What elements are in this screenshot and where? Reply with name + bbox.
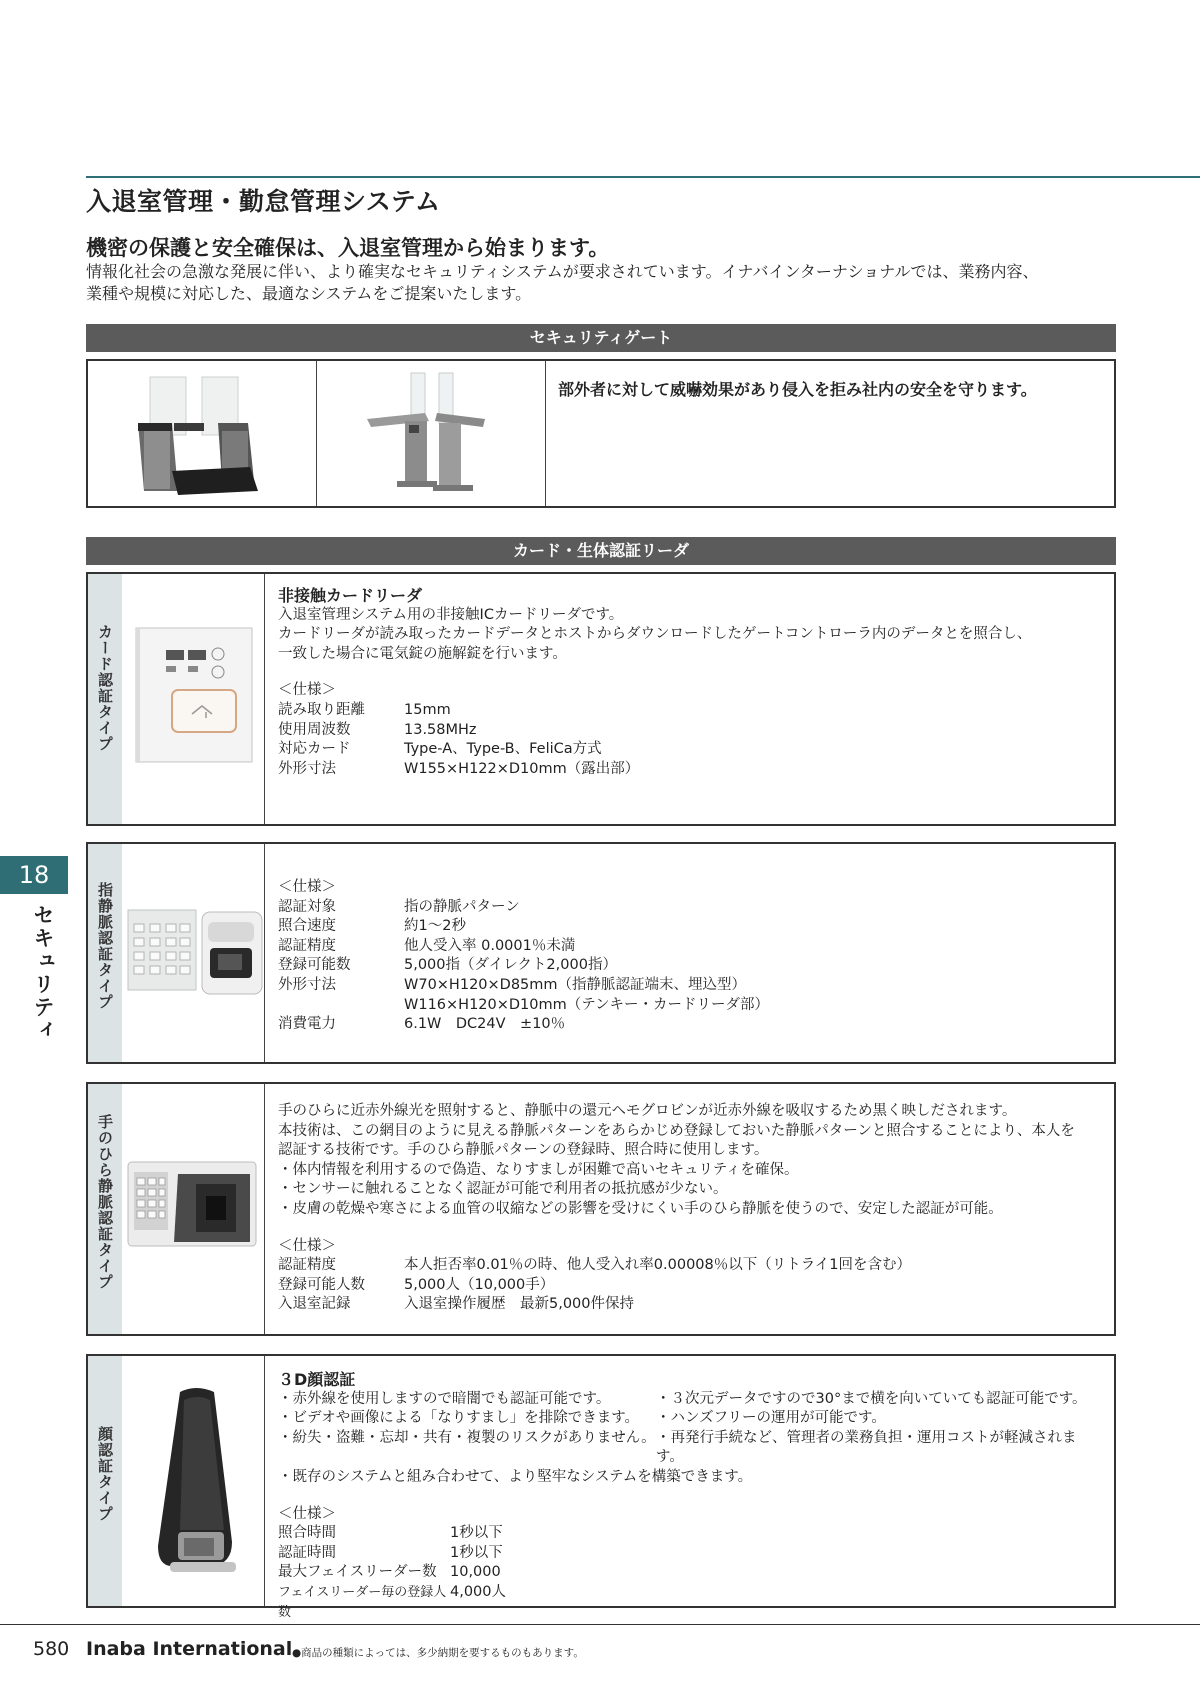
card-spec-row: 対応カード Type-A、Type-B、FeliCa方式 (278, 741, 602, 758)
face-bullet-row: ・ビデオや画像による「なりすまし」を排除できます。 ・ハンズフリーの運用が可能です。 (278, 1410, 886, 1427)
palm-side-tab (88, 1084, 122, 1334)
card-desc-2: カードリーダが読み取ったカードデータとホストからダウンロードしたゲートコントローラ内のデータとを照合し、 (278, 626, 1032, 643)
footer-rule (0, 1624, 1200, 1625)
finger-side-tab (88, 844, 122, 1062)
gate-box (86, 359, 1116, 508)
palm-bullet: ・体内情報を利用するので偽造、なりすましが困難で高いセキュリティを確保。 (278, 1161, 799, 1178)
card-spec-row: 使用周波数 13.58MHz (278, 721, 477, 738)
page-number: 580 (33, 1638, 70, 1660)
finger-spec-heading: ＜仕様＞ (278, 879, 336, 895)
top-rule (86, 176, 1200, 178)
palm-vein-section (86, 1082, 1116, 1336)
face-section (86, 1354, 1116, 1620)
face-spec-heading: ＜仕様＞ (278, 1505, 336, 1522)
card-spec-row: 読み取り距離 15mm (278, 701, 451, 718)
chapter-label: セキュリティ (31, 904, 55, 1042)
bar-gate-illustration (317, 361, 546, 506)
card-desc-3: 一致した場合に電気錠の施解錠を行います。 (278, 645, 567, 662)
palm-image-cell (122, 1084, 265, 1334)
face-bullet-row: ・赤外線を使用しますので暗闇でも認証可能です。 ・３次元データですので30°まで横を向いていても認証可能です。 (278, 1390, 1087, 1407)
card-reader-section (86, 572, 1116, 826)
face-spec-row: 認証時間 1秒以下 (278, 1544, 503, 1561)
finger-image-cell (122, 844, 265, 1062)
palm-spec-row: 認証精度 本人拒否率0.01％の時、他人受入れ率0.00008％以下（リトライ1回を含む） (278, 1257, 912, 1274)
face-bullet-row: ・紛失・盗難・忘却・共有・複製のリスクがありません。 ・再発行手続など、管理者の業務負担・運用コストが軽減されます。 (278, 1429, 1077, 1466)
card-spec-row: 外形寸法 W155×H122×D10mm（露出部） (278, 760, 640, 777)
chapter-number-tab: 18 (0, 856, 68, 894)
page-title: 入退室管理・勤怠管理システム (86, 187, 441, 216)
card-title: 非接触カードリーダ (278, 586, 423, 605)
face-spec-row: 照合時間 1秒以下 (278, 1525, 503, 1542)
gate-section-band: セキュリティゲート (86, 324, 1116, 352)
face-side-tab-label: 顔認証タイプ (96, 1426, 114, 1522)
palm-bullet: ・センサーに触れることなく認証が可能で利用者の抵抗感が少ない。 (278, 1181, 728, 1198)
card-spec-heading: ＜仕様＞ (278, 682, 336, 699)
card-side-tab-label: カード認証タイプ (96, 624, 114, 752)
finger-vein-illustration (122, 844, 265, 1062)
card-side-tab (88, 574, 122, 824)
card-desc-1: 入退室管理システム用の非接触ICカードリーダです。 (278, 606, 624, 623)
palm-bullet: ・皮膚の乾燥や寒さによる血管の収縮などの影響を受けにくい手のひら静脈を使うので、安定した認証が可能。 (278, 1200, 1003, 1217)
card-content (278, 586, 1104, 779)
finger-side-tab-label: 指静脈認証タイプ (96, 882, 114, 1010)
finger-spec-row: 外形寸法 W70×H120×D85mm（指静脈認証端末、埋込型） (278, 976, 747, 993)
palm-desc-2: 本技術は、この網目のように見える静脈パターンをあらかじめ登録しておいた静脈パターンと照合することにより、本人を (278, 1122, 1075, 1139)
face-spec-row: 最大フェイスリーダー数 10,000 (278, 1564, 501, 1581)
palm-vein-illustration (122, 1084, 265, 1334)
finger-spec-row: 認証精度 他人受入率 0.0001％未満 (278, 937, 576, 954)
face-side-tab (88, 1356, 122, 1606)
face-reader-illustration (122, 1356, 265, 1606)
face-spec-row: フェイスリーダー毎の登録人数 4,000人 (278, 1583, 507, 1620)
finger-spec-row: 消費電力 6.1W DC24V ±10％ (278, 1016, 566, 1033)
palm-spec-row: 登録可能人数 5,000人（10,000手） (278, 1276, 555, 1293)
footer-note: ●商品の種類によっては、多少納期を要するものもあります。 (292, 1647, 584, 1659)
face-content (278, 1370, 1104, 1622)
palm-side-tab-label: 手のひら静脈認証タイプ (96, 1114, 114, 1290)
gate-image-flap (88, 361, 317, 506)
gate-description: 部外者に対して威嚇効果があり侵入を拒み社内の安全を守ります。 (558, 380, 1037, 399)
finger-vein-section (86, 842, 1116, 1064)
readers-section-band: カード・生体認証リーダ (86, 537, 1116, 565)
palm-desc-1: 手のひらに近赤外線光を照射すると、静脈中の還元ヘモグロビンが近赤外線を吸収するため黒く映しだされます。 (278, 1103, 1017, 1119)
finger-content (278, 878, 1104, 1035)
intro-text: 情報化社会の急激な発展に伴い、より確実なセキュリティシステムが要求されています。イナバインターナショナルでは、業務内容、 業種や規模に対応した、最適なシステムをご提案いたします。 (86, 262, 1039, 303)
palm-desc-3: 認証する技術です。手のひら静脈パターンの登録時、照合時に使用します。 (278, 1142, 769, 1159)
finger-spec-row: 照合速度 約1～2秒 (278, 918, 466, 935)
headline: 機密の保護と安全確保は、入退室管理から始まります。 (86, 236, 610, 260)
card-reader-illustration (122, 574, 265, 824)
face-bullet-last: ・既存のシステムと組み合わせて、より堅牢なシステムを構築できます。 (278, 1468, 753, 1485)
face-title: ３D顔認証 (278, 1370, 356, 1389)
flap-gate-illustration (88, 361, 317, 506)
card-image-cell (122, 574, 265, 824)
palm-content (278, 1102, 1104, 1315)
finger-spec-row: 認証対象 指の静脈パターン (278, 898, 520, 915)
finger-spec-row: 登録可能数 5,000指（ダイレクト2,000指） (278, 957, 617, 974)
finger-spec-row: W116×H120×D10mm（テンキー・カードリーダ部） (404, 996, 770, 1013)
gate-image-bar (317, 361, 546, 506)
palm-spec-row: 入退室記録 入退室操作履歴 最新5,000件保持 (278, 1296, 635, 1313)
publisher-name: Inaba International (86, 1638, 293, 1660)
face-image-cell (122, 1356, 265, 1606)
palm-spec-heading: ＜仕様＞ (278, 1237, 336, 1254)
